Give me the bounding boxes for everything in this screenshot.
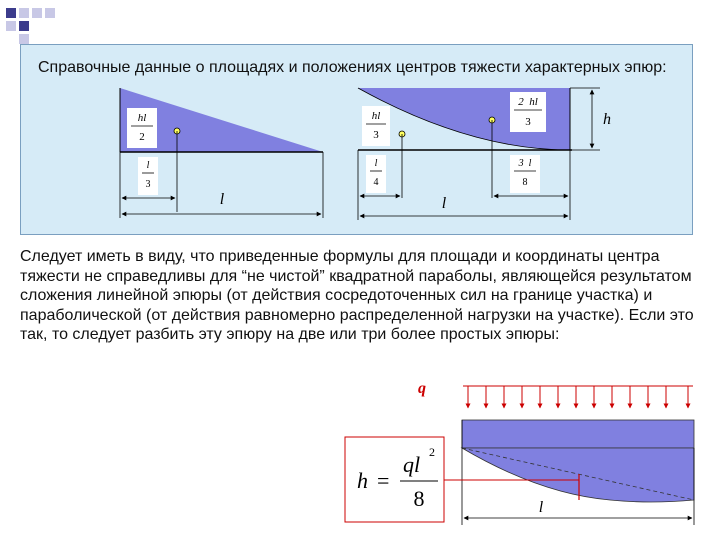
area-denominator: 3 (373, 129, 379, 141)
formula-denominator: 8 (413, 486, 425, 511)
cg-left-denominator: 4 (373, 177, 379, 188)
beam (462, 420, 694, 448)
cg-left-numerator: l (374, 158, 378, 169)
length-label: l (538, 499, 544, 516)
body-paragraph: Следует иметь в виду, что приведенные формулы для площади и координаты центра тяжести не справедливы для “не чистой” квадратной параболы, являющейся результатом сложения линейной эпюры (от действия сосредоточенных сил на границе участка) и параболической (от действия равномерно распределенной нагрузки на участке). Если это так, то следует разбить эту эпюру на две или три более простых эпюры: (20, 248, 694, 344)
distributed-load-figure (418, 380, 694, 525)
formula-numerator: ql (403, 452, 421, 477)
load-arrows (468, 386, 688, 408)
cg-right-denominator: 8 (522, 177, 528, 188)
triangle-epure-figure (120, 88, 323, 218)
length-label: l (441, 195, 447, 212)
cg-right-numerator: 3 l (518, 158, 532, 169)
panel-title: Справочные данные о площадях и положениях центров тяжести характерных эпюр: (38, 59, 667, 76)
area-numerator: hl (371, 110, 381, 122)
load-label: q (418, 380, 426, 397)
parabola-epure-figure (358, 88, 611, 220)
cg-denominator: 3 (145, 179, 151, 190)
area-denominator: 2 (139, 131, 145, 143)
height-label: h (603, 111, 611, 128)
formula-equals: = (377, 468, 390, 493)
formula-box (345, 437, 444, 522)
area2-numerator: 2 hl (518, 96, 538, 108)
cg-numerator: l (146, 160, 150, 171)
formula-lhs: h (357, 468, 368, 493)
length-label: l (219, 191, 225, 208)
area2-denominator: 3 (525, 116, 531, 128)
formula-exponent: 2 (429, 445, 435, 459)
area-numerator: hl (137, 112, 147, 124)
